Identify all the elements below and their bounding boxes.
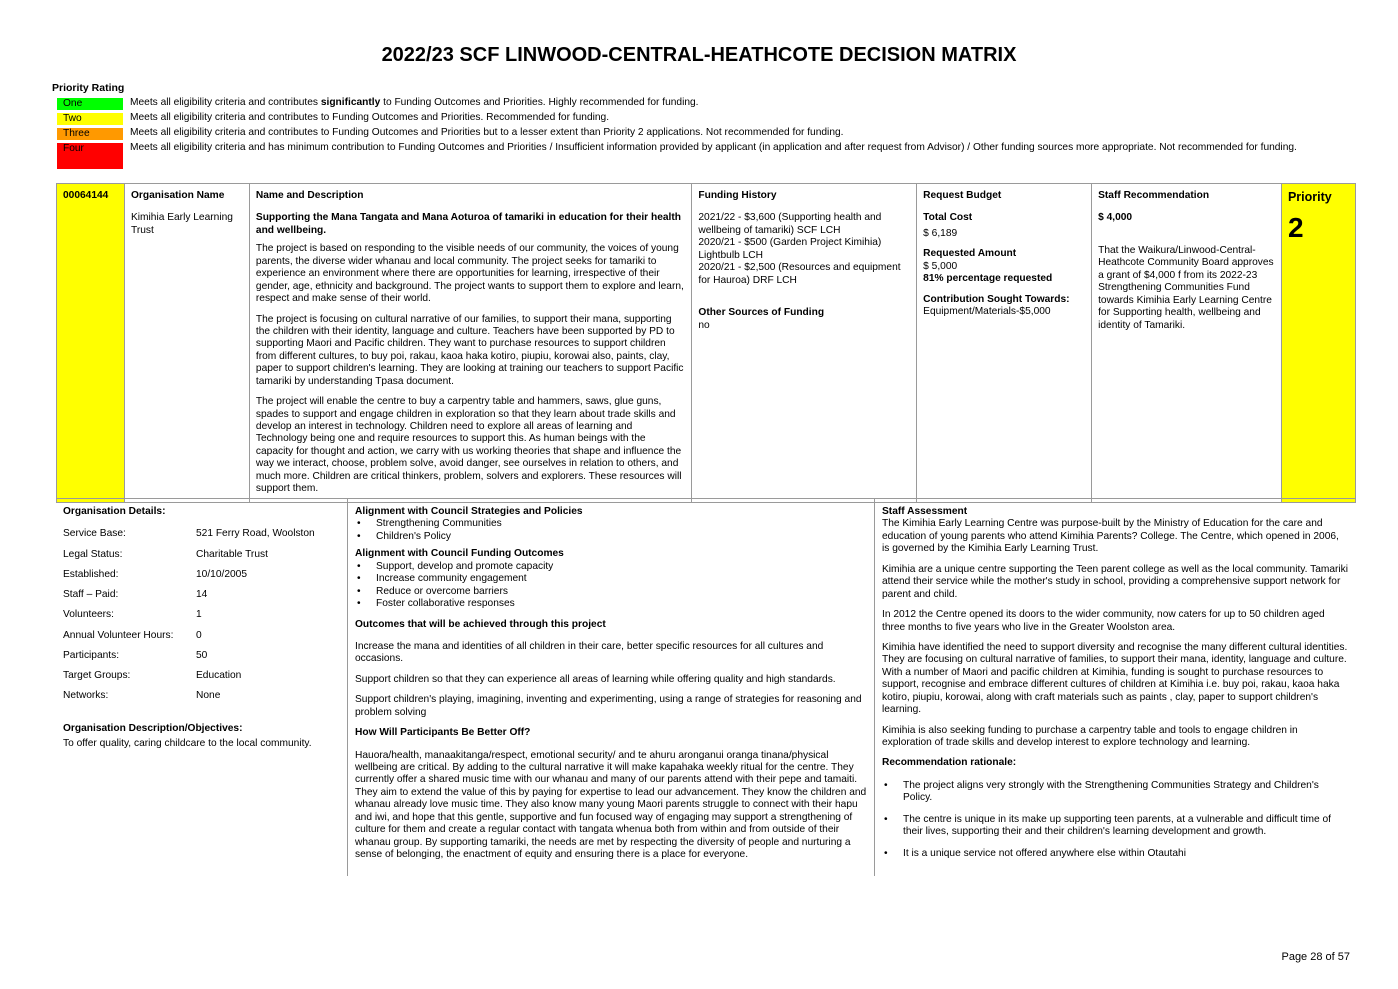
detail-value: 14: [196, 589, 208, 601]
outcomes-heading: Alignment with Council Funding Outcomes: [355, 548, 564, 560]
organisation-name: Kimihia Early Learning Trust: [130, 212, 233, 236]
staff-recommendation-header: Staff Recommendation: [1098, 190, 1210, 201]
detail-row: [63, 528, 340, 540]
total-cost-label: Total Cost: [923, 212, 973, 224]
detail-row: [63, 589, 340, 601]
detail-row: [63, 690, 340, 702]
detail-label: Participants:: [63, 649, 120, 661]
page-number: Page 28 of 57: [1281, 951, 1350, 963]
priority-rating-row-two: [56, 112, 1314, 126]
detail-label: Volunteers:: [63, 609, 114, 621]
priority-header: Priority: [1287, 190, 1332, 204]
detail-row: [63, 569, 340, 581]
name-description-cell: [249, 184, 691, 503]
staff-assessment-heading: Staff Assessment: [882, 506, 968, 517]
assessment-paragraph: Kimihia have identified the need to support diversity and recognise the many different cultural identities. They are focusing on cultural narrative of families, to support their mana, identity, language and culture. With a number of Maori and pacific children at Kimihia, funding is sought to purchase resources to support, recognise and embrace different cultures of children at Kimihia i.e. buy poi, rakau, kaoa haka kotiro, piupiu, korowai, along with craft materials such as paints , clay, paper to support children's learning.: [882, 641, 1348, 716]
assessment-paragraph: Kimihia is also seeking funding to purchase a carpentry table and tools to engage children in exploration of trade skills and develop interest to explore technology and learning.: [882, 724, 1298, 748]
priority-swatch-one: One: [56, 97, 124, 111]
better-off-heading: How Will Participants Be Better Off?: [355, 727, 531, 739]
priority-rating-row-three: [56, 127, 1314, 141]
detail-row: [63, 549, 340, 561]
detail-value: Charitable Trust: [196, 548, 268, 560]
detail-value: 0: [196, 629, 202, 641]
achieved-heading: Outcomes that will be achieved through this project: [355, 618, 606, 630]
achieved-paragraph: Support children so that they can experience all areas of learning while offering quality and high standards.: [355, 673, 836, 685]
funding-history-header: Funding History: [698, 190, 777, 201]
priority-rating-row-one: [56, 97, 1314, 111]
list-item: • Strengthening Communities: [355, 518, 867, 530]
list-item: • Foster collaborative responses: [355, 598, 867, 610]
list-item: • The centre is unique in its make up supporting teen parents, at a vulnerable and difficult time of their lives, supporting their and their children's learning development and growth.: [882, 814, 1349, 839]
application-id-cell: [57, 184, 125, 503]
priority-text-four: Meets all eligibility criteria and has minimum contribution to Funding Outcomes and Priorities / Insufficient information provided by applicant (in application and after request from Advisor) / Other funding sources more appropriate. Not recommended for funding.: [130, 142, 1297, 153]
detail-row: [63, 670, 340, 682]
detail-value: 10/10/2005: [196, 568, 247, 580]
list-item: • Support, develop and promote capacity: [355, 561, 867, 573]
other-sources-header: Other Sources of Funding: [698, 307, 825, 319]
funding-history-cell: [692, 184, 917, 503]
rationale-list: [882, 780, 1349, 860]
description-paragraph: The project is based on responding to the visible needs of our community, the voices of young parents, the diverse wider whanau and local community. The project seeks for tamariki to experience an environment where there are opportunities for learning, irrespective of their gender, age, ethnicity and background. The project wants to support them to explore and learn, respect and make sense of their world.: [255, 243, 684, 305]
detail-row: [63, 630, 340, 642]
detail-label: Established:: [63, 568, 119, 580]
priority-cell: [1281, 184, 1355, 503]
detail-value: 50: [196, 649, 208, 661]
rationale-heading: Recommendation rationale:: [882, 757, 1017, 769]
organisation-details-column: [56, 499, 348, 876]
priority-text-two: Meets all eligibility criteria and contributes to Funding Outcomes and Priorities. Recommended for funding.: [130, 112, 610, 123]
application-id: 00064144: [63, 190, 109, 201]
description-paragraph: The project will enable the centre to buy a carpentry table and hammers, saws, glue guns, spades to support and engage children in exploration so that they learn about trade skills and develop an interest in technology. Children need to explore all areas of learning and Technology being one and require resources to support this. As human beings with the capacity for thought and action, we carry with us working theories that shape and influence the way we interact, choose, problem solve, avoid danger, see ourselves in relation to others, and much more. Children are critical thinkers, problem, solvers and explorers. These resources will support them.: [255, 396, 682, 495]
detail-value: 521 Ferry Road, Woolston: [196, 528, 315, 540]
detail-value: None: [196, 690, 221, 702]
strategies-heading: Alignment with Council Strategies and Policies: [355, 506, 583, 517]
priority-rating-row-four: [56, 142, 1314, 170]
alignment-column: [348, 499, 875, 876]
percentage-requested: 81% percentage requested: [923, 273, 1053, 285]
list-item: • Children's Policy: [355, 531, 867, 543]
detail-label: Target Groups:: [63, 670, 131, 682]
assessment-paragraph: In 2012 the Centre opened its doors to the wider community, now caters for up to 50 children aged three months to five years who live in the Greater Woolston area.: [882, 609, 1325, 633]
outcomes-list: [355, 561, 867, 611]
list-item: • It is a unique service not offered anywhere else within Otautahi: [882, 848, 1349, 860]
priority-text-three: Meets all eligibility criteria and contributes to Funding Outcomes and Priorities but to a lesser extent than Priority 2 applications. Not recommended for funding.: [130, 127, 844, 138]
other-sources: no: [698, 319, 710, 331]
staff-recommendation-text: That the Waikura/Linwood-Central-Heathcote Community Board approves a grant of $4,000 f from its 2022-23 Strengthening Communities Fund towards Kimihia Early Learning Centre for Supporting health, wellbeing and identity of Tamariki.: [1098, 244, 1274, 331]
details-section: [56, 498, 1356, 876]
staff-recommendation-amount: $ 4,000: [1098, 212, 1133, 224]
detail-label: Service Base:: [63, 528, 126, 540]
priority-swatch-three: Three: [56, 127, 124, 141]
organisation-name-header: Organisation Name: [130, 190, 225, 201]
detail-row: [63, 650, 340, 662]
achieved-paragraph: Increase the mana and identities of all children in their care, better specific resources for all cultures and occasions.: [355, 640, 824, 665]
organisation-description: To offer quality, caring childcare to the local community.: [63, 738, 312, 750]
detail-label: Networks:: [63, 690, 109, 702]
organisation-details-heading: Organisation Details:: [63, 506, 166, 517]
priority-swatch-four: Four: [56, 142, 124, 170]
detail-value: Education: [196, 670, 242, 682]
staff-assessment-column: [875, 499, 1356, 876]
assessment-paragraph: The Kimihia Early Learning Centre was purpose-built by the Ministry of Education for the care and education of young parents who attend Kimihia Parents? College. The Centre, which opened in 2006, is governed by the Kimihia Early Learning Trust.: [882, 518, 1339, 555]
requested-amount-label: Requested Amount: [923, 248, 1017, 260]
detail-label: Legal Status:: [63, 548, 123, 560]
funding-history: 2021/22 - $3,600 (Supporting health and wellbeing of tamariki) SCF LCH 2020/21 - $500 (Garden Project Kimihia) Lightbulb LCH 2020/21 - $2,500 (Resources and equipment for Hauroa) DRF LCH: [698, 212, 901, 286]
staff-recommendation-cell: [1092, 184, 1282, 503]
achieved-paragraph: Support children's playing, imagining, inventing and experimenting, using a range of strategies for reasoning and problem solving: [355, 694, 862, 718]
priority-swatch-two: Two: [56, 112, 124, 126]
description-paragraph: The project is focusing on cultural narrative of our families, to support their mana, supporting the children with their identity, language and culture. Teachers have been supported by PD to supporting Maori and Pacific children. They want to purchase resources to support children from different cultures, to buy poi, rakau, kaoa haka kotiro, piupiu, korowai also, paints, clay, paper to support children's learning. They are looking at training our teachers to support Pacific tamariki by understanding Tpasa document.: [255, 313, 684, 387]
better-off-text: Hauora/health, manaakitanga/respect, emotional security/ and te ahuru aronganui oranga tinana/physical wellbeing are critical. By adding to the cultural narrative it will make kapahaka weekly ritual for the centre. They currently offer a shared music time with our whanau and many of our parents attend with their pepe and tamaiti. They aim to extend the value of this by paying for expertise to lead our advancement. They know the children and whanau already love music time. They also know many young Maori parents struggle to connect with their hapu and iwi, and hope that this gentle, supportive and fun focused way of engaging may support a strengthening of culture for them and create a regular contact with tangata whenua both from within and from outside of their whanau group. By supporting tamariki, the needs are met by respecting the diversity of people and nurturing a sense of belonging, the enactment of equity and ensuring there is a place for everyone.: [355, 749, 867, 861]
priority-rating-heading: Priority Rating: [52, 82, 125, 94]
list-item: • The project aligns very strongly with the Strengthening Communities Strategy and Children's Policy.: [882, 780, 1349, 805]
total-cost: $ 6,189: [923, 227, 958, 239]
detail-label: Staff – Paid:: [63, 589, 119, 601]
priority-text-one: Meets all eligibility criteria and contributes significantly to Funding Outcomes and Priorities. Highly recommended for funding.: [130, 97, 699, 108]
organisation-name-cell: [124, 184, 249, 503]
strategies-list: [355, 518, 867, 543]
organisation-description-heading: Organisation Description/Objectives:: [63, 722, 243, 734]
assessment-paragraph: Kimihia are a unique centre supporting the Teen parent college as well as the local community. Tamariki attend their service while the mother's study in school, providing a comprehensive support network for parent and child.: [882, 563, 1349, 600]
request-budget-cell: [917, 184, 1092, 503]
contribution-label: Contribution Sought Towards:: [923, 293, 1070, 305]
detail-row: [63, 609, 340, 621]
priority-value: 2: [1287, 212, 1304, 244]
list-item: • Increase community engagement: [355, 573, 867, 585]
name-description-header: Name and Description: [255, 190, 364, 201]
application-table: [56, 183, 1356, 503]
detail-value: 1: [196, 609, 202, 621]
request-budget-header: Request Budget: [923, 190, 1002, 201]
project-title: Supporting the Mana Tangata and Mana Aoturoa of tamariki in education for their health and wellbeing.: [255, 212, 681, 236]
detail-label: Annual Volunteer Hours:: [63, 629, 174, 641]
list-item: • Reduce or overcome barriers: [355, 586, 867, 598]
requested-amount: $ 5,000: [923, 260, 958, 272]
contribution: Equipment/Materials-$5,000: [923, 306, 1051, 318]
page-title: 2022/23 SCF LINWOOD-CENTRAL-HEATHCOTE DECISION MATRIX: [381, 44, 1017, 66]
